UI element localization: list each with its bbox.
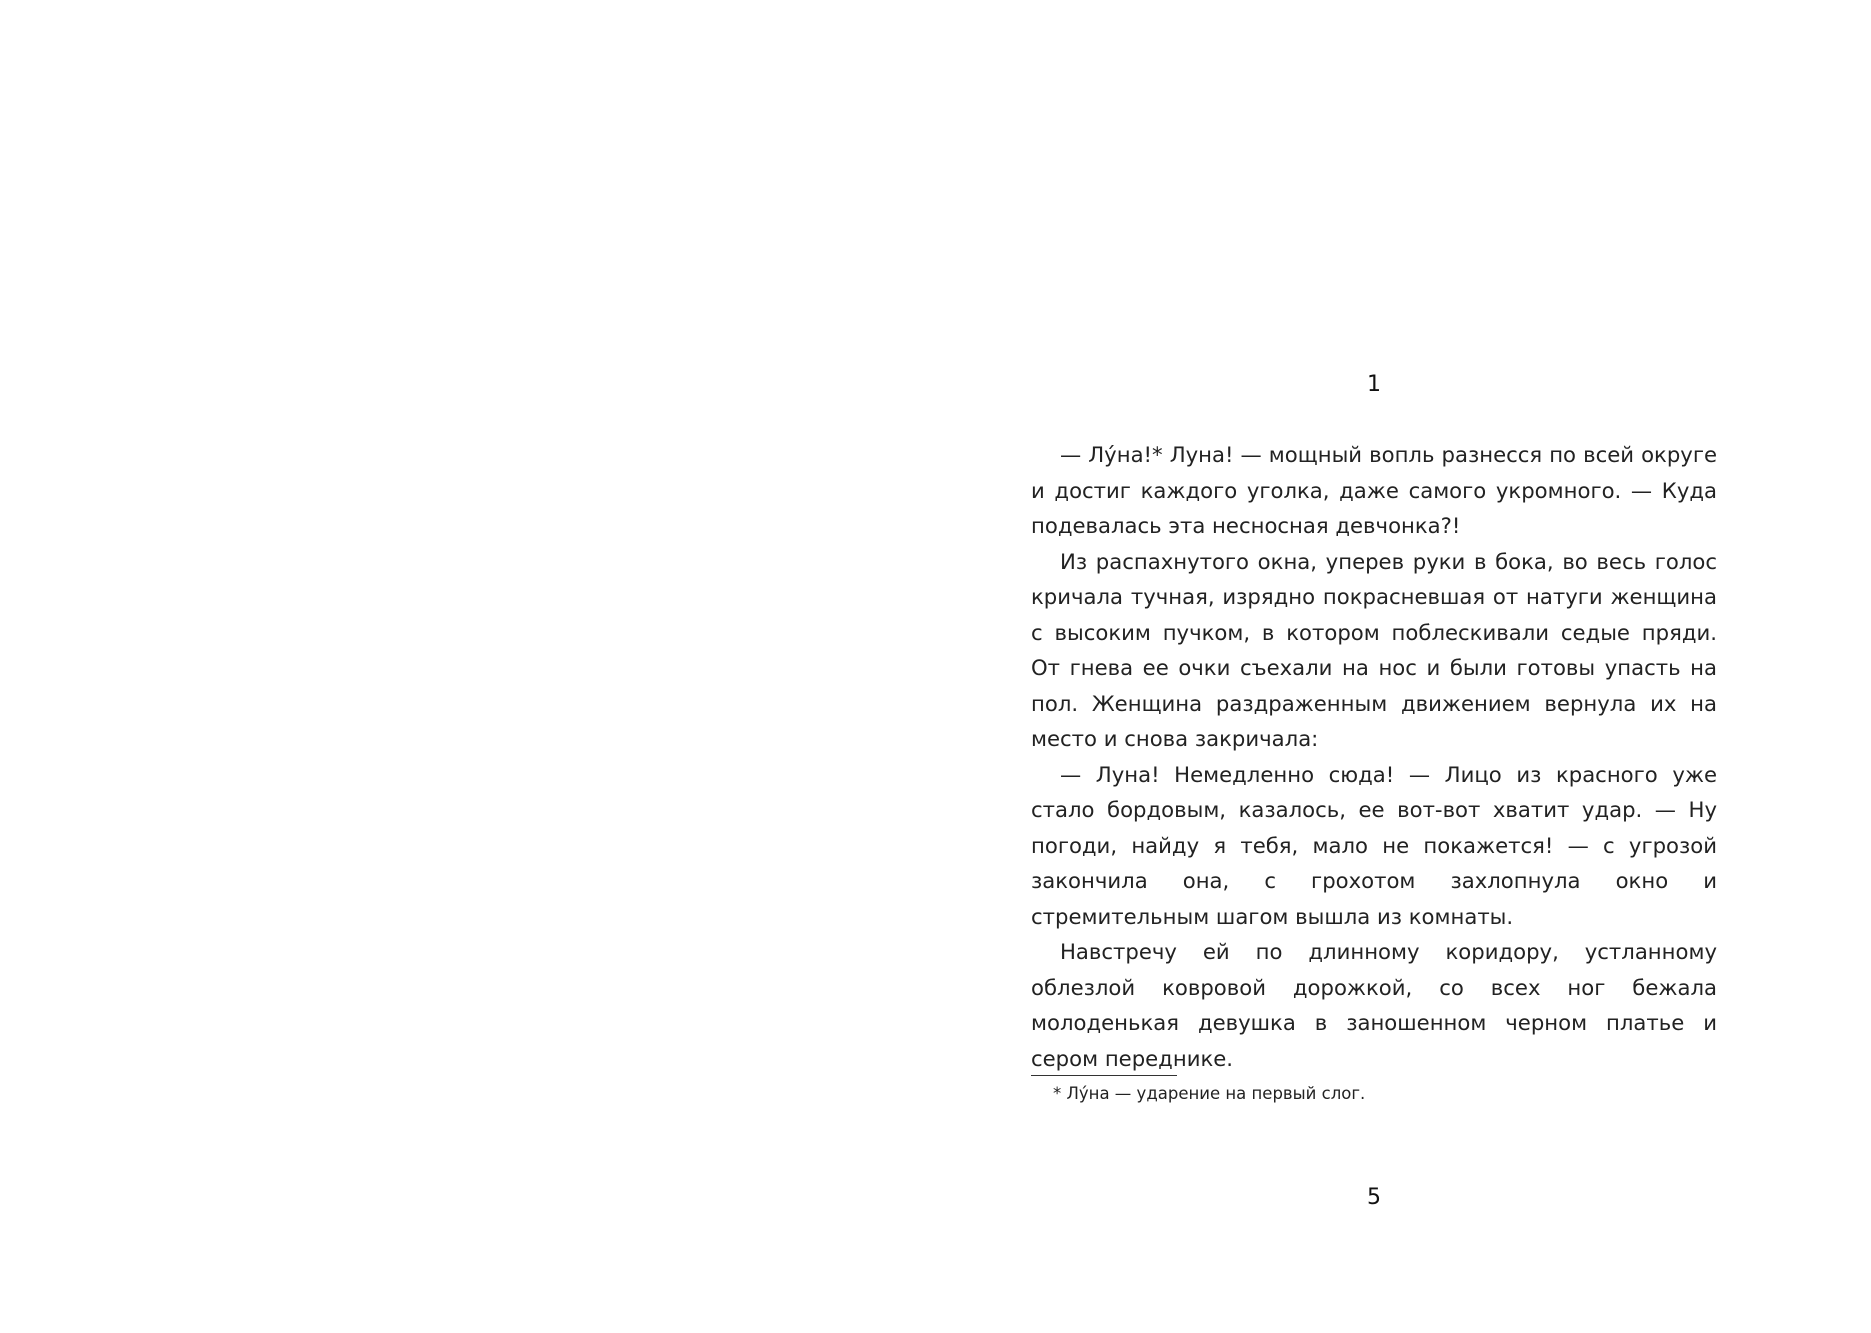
chapter-number: 1 — [1367, 372, 1381, 397]
footnote: * Лу́на — ударение на первый слог. — [1053, 1084, 1366, 1103]
paragraph: Навстречу ей по длинному коридору, устланному облезлой ковровой дорожкой, со всех ног бежала молоденькая девушка в заношенном черном платье и сером переднике. — [1031, 939, 1717, 1071]
paragraph: — Лу́на!* Луна! — мощный вопль разнесся по всей округе и достиг каждого уголка, даже самого укромного. — Куда подевалась эта несносная девчонка?! — [1031, 442, 1717, 538]
paragraph: — Луна! Немедленно сюда! — Лицо из красного уже стало бордовым, казалось, ее вот-вот хватит удар. — Ну погоди, найду я тебя, мало не покажется! — с угрозой закончила она, с грохотом захлопнула окно и стремительным шагом вышла из комнаты. — [1031, 761, 1717, 929]
page-number: 5 — [1367, 1185, 1381, 1210]
left-page-blank — [0, 0, 935, 1333]
paragraph: Из распахнутого окна, уперев руки в бока, во весь голос кричала тучная, изрядно покрасневшая от натуги женщина с высоким пучком, в котором поблескивали седые пряди. От гнева ее очки съехали на нос и были готовы упасть на пол. Женщина раздраженным движением вернула их на место и снова закричала: — [1031, 548, 1717, 751]
body-text — [1031, 437, 1717, 1076]
footnote-divider — [1031, 1075, 1177, 1076]
